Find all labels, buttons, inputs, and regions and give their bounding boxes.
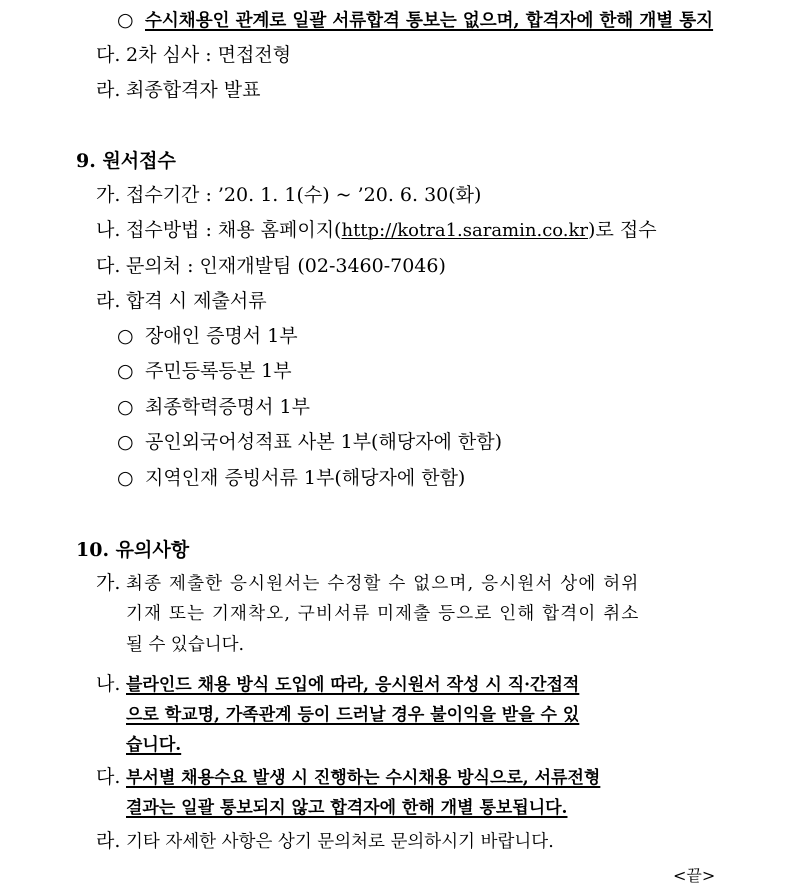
list-item (96, 765, 600, 790)
list-item (96, 829, 554, 854)
item-mark: 라. (96, 290, 121, 312)
item-mark: 나. (96, 219, 121, 241)
list-item (96, 43, 291, 67)
document-item (117, 359, 292, 383)
item-text: 기타 자세한 사항은 상기 문의처로 문의하시기 바랍니다. (126, 832, 554, 852)
item-text: 최종합격자 발표 (126, 79, 261, 101)
item-text: 습니다. (126, 735, 182, 755)
section-heading: 9. 원서접수 (76, 150, 176, 172)
document-item (117, 466, 465, 490)
item-text: 기재 또는 기재착오, 구비서류 미제출 등으로 인해 합격이 취소 (126, 604, 640, 624)
document-text: 공인외국어성적표 사본 1부(해당자에 한함) (145, 431, 503, 453)
bullet-circle-icon: ○ (117, 360, 134, 382)
item-mark: 라. (96, 830, 121, 852)
bullet-circle-icon: ○ (117, 9, 134, 31)
bullet-circle-icon: ○ (117, 467, 134, 489)
item-mark: 라. (96, 79, 121, 101)
item-text: 2차 심사 : 면접전형 (126, 44, 292, 66)
bullet-circle-icon: ○ (117, 325, 134, 347)
list-item (96, 183, 481, 207)
list-item (96, 672, 579, 697)
item-text: 최종 제출한 응시원서는 수정할 수 없으며, 응시원서 상에 허위 (126, 574, 640, 594)
item-text: 접수기간 : ’20. 1. 1(수) ~ ’20. 6. 30(화) (126, 184, 482, 206)
item-text: )로 접수 (588, 219, 657, 241)
end-mark: <끝> (673, 866, 716, 885)
bullet-circle-icon: ○ (117, 396, 134, 418)
item-text: 부서별 채용수요 발생 시 진행하는 수시채용 방식으로, 서류전형 (126, 768, 601, 788)
document-item (117, 395, 310, 419)
list-item-continuation (126, 732, 181, 757)
notice-text: 수시채용인 관계로 일괄 서류합격 통보는 없으며, 합격자에 한해 개별 통지 (145, 11, 714, 31)
homepage-link[interactable]: http://kotra1.saramin.co.kr (341, 220, 589, 241)
item-text: 결과는 일괄 통보되지 않고 합격자에 한해 개별 통보됩니다. (126, 798, 568, 818)
item-mark: 다. (96, 44, 121, 66)
document-text: 장애인 증명서 1부 (145, 325, 298, 347)
item-text: 문의처 : 인재개발팀 (02-3460-7046) (126, 255, 446, 277)
item-text: 합격 시 제출서류 (126, 290, 267, 312)
list-item-continuation (126, 702, 579, 727)
section-heading: 10. 유의사항 (76, 539, 190, 561)
list-item (96, 254, 446, 278)
item-text: 으로 학교명, 가족관계 등이 드러날 경우 불이익을 받을 수 있 (126, 705, 580, 725)
list-item-continuation (126, 795, 567, 820)
bullet-circle-icon: ○ (117, 431, 134, 453)
document-text: 주민등록등본 1부 (145, 360, 292, 382)
list-item (96, 289, 267, 313)
item-text: 접수방법 : 채용 홈페이지( (126, 219, 342, 241)
list-item (96, 78, 261, 102)
item-text: 될 수 있습니다. (126, 635, 245, 655)
item-mark: 다. (96, 766, 121, 788)
item-mark: 가. (96, 572, 121, 594)
list-item (96, 218, 657, 243)
notice-line (117, 8, 713, 33)
document-item (117, 430, 502, 454)
item-text: 블라인드 채용 방식 도입에 따라, 응시원서 작성 시 직·간접적 (126, 675, 580, 695)
document-text: 지역인재 증빙서류 1부(해당자에 한함) (145, 467, 466, 489)
document-item (117, 324, 298, 348)
item-mark: 나. (96, 673, 121, 695)
item-mark: 다. (96, 255, 121, 277)
list-item (96, 571, 640, 596)
list-item-continuation (126, 632, 244, 657)
list-item-continuation (126, 601, 640, 626)
document-text: 최종학력증명서 1부 (145, 396, 310, 418)
item-mark: 가. (96, 184, 121, 206)
